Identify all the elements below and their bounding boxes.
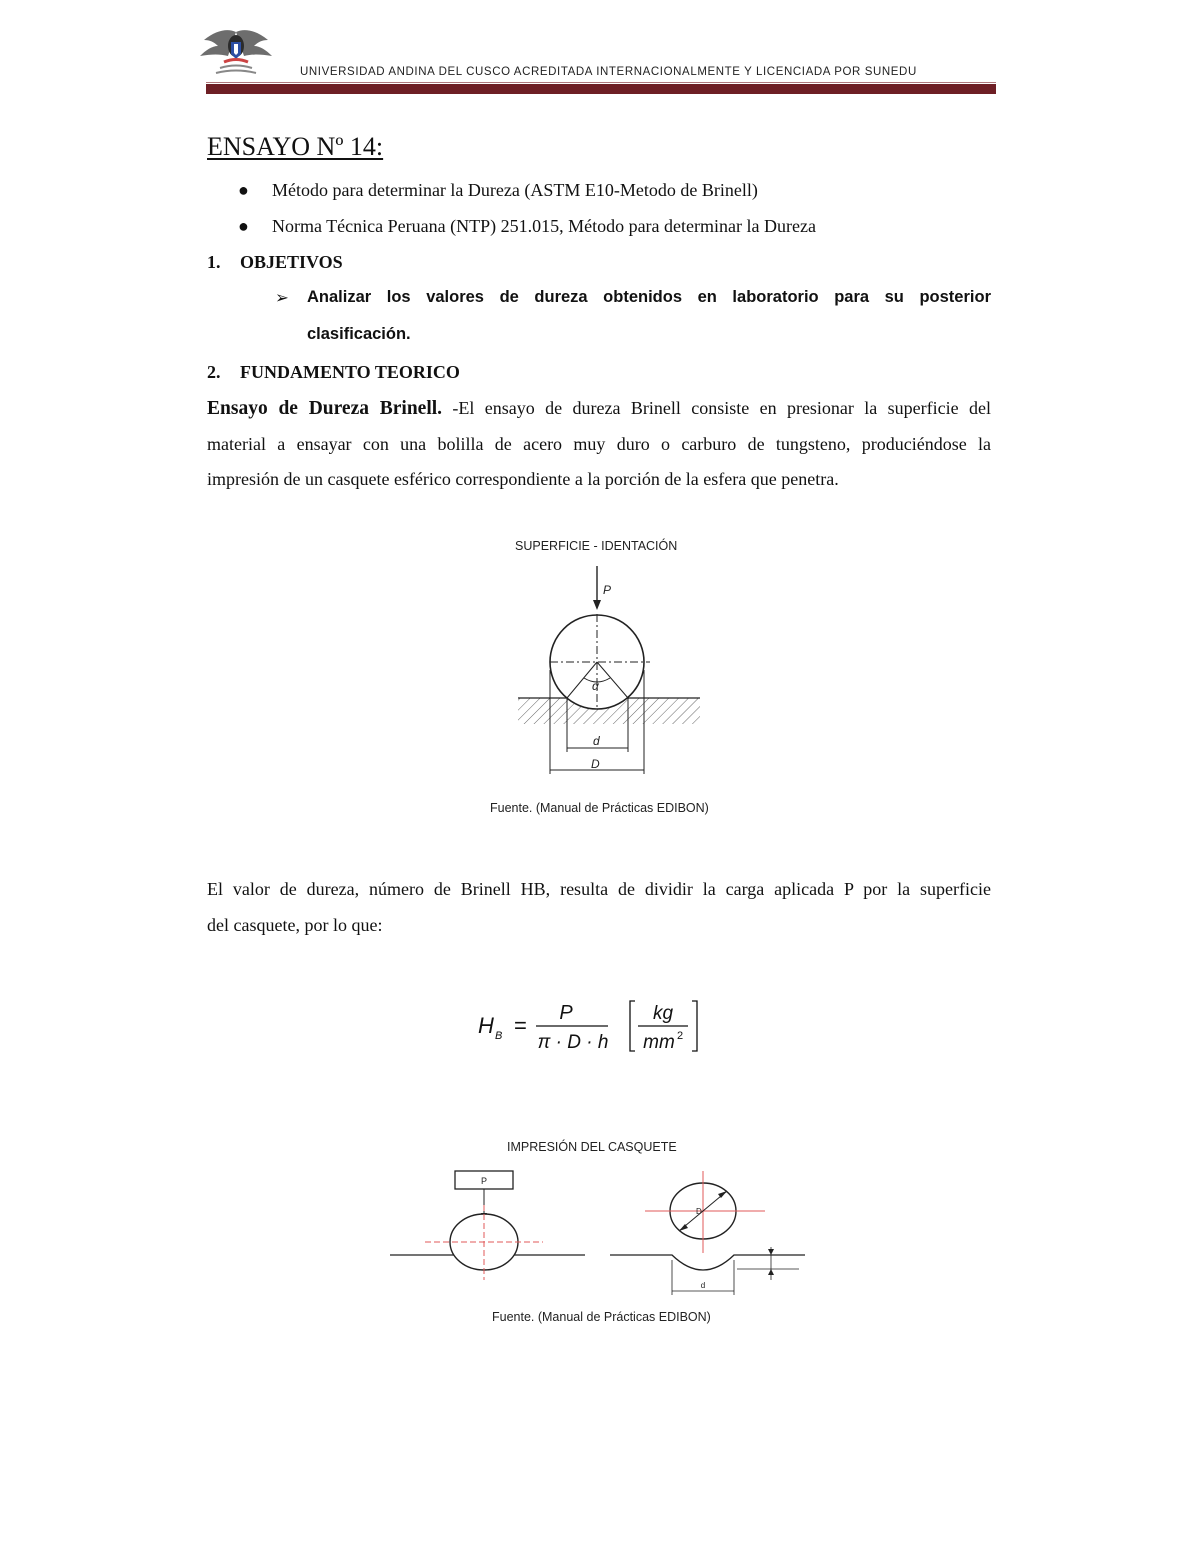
load-label: P [603, 583, 612, 597]
header-rule [206, 84, 996, 94]
brinell-formula [470, 995, 710, 1059]
unit-denominator: mm [643, 1032, 675, 1053]
paragraph-lead: Ensayo de Dureza Brinell. [207, 398, 443, 419]
section-heading-objetivos [207, 252, 343, 273]
section-title: FUNDAMENTO TEORICO [240, 362, 460, 382]
objective-text-continued: clasificación. [307, 325, 411, 343]
diameter-label: D [696, 1207, 702, 1216]
formula-lhs-sub: B [495, 1030, 503, 1042]
right-bracket [692, 1001, 697, 1051]
paragraph-text: -El ensayo de dureza Brinell consiste en presionar la superficie del [442, 398, 991, 418]
angle-label: α [592, 679, 599, 693]
formula-denominator: π · D · h [537, 1032, 609, 1053]
figure1-title: SUPERFICIE - IDENTACIÓN [515, 539, 678, 553]
university-logo [198, 26, 274, 78]
unit-numerator: kg [652, 1003, 674, 1024]
section-title: OBJETIVOS [240, 252, 343, 272]
paragraph-line: El valor de dureza, número de Brinell HB, resulta de dividir la carga aplicada P por la superficie [207, 879, 991, 899]
figure-casquete-diagram [385, 1135, 815, 1305]
bullet-dot-icon: ● [238, 216, 249, 236]
big-d-label: D [591, 757, 600, 771]
formula-lhs: H [478, 1013, 494, 1038]
small-d-label: d [593, 734, 600, 748]
figure2-title: IMPRESIÓN DEL CASQUETE [507, 1140, 677, 1154]
bullet-item [238, 180, 758, 201]
figure2-caption: Fuente. (Manual de Prácticas EDIBON) [492, 1310, 711, 1324]
left-bracket [630, 1001, 635, 1051]
figure-indentation-diagram [490, 530, 720, 780]
arrow-head-icon [768, 1269, 774, 1275]
objective-text: Analizar los valores de dureza obtenidos en laboratorio para su posterior [307, 288, 991, 306]
cross-section-profile [610, 1255, 805, 1270]
paragraph-line [207, 391, 991, 427]
arrow-head-icon [768, 1249, 774, 1255]
paragraph-line: del casquete, por lo que: [207, 914, 383, 935]
bullet-text: Norma Técnica Peruana (NTP) 251.015, Método para determinar la Dureza [272, 216, 816, 236]
formula-numerator: P [559, 1002, 573, 1024]
small-d-label: d [700, 1281, 706, 1290]
objective-item [275, 288, 991, 307]
load-block-label: P [480, 1176, 488, 1186]
figure1-caption: Fuente. (Manual de Prácticas EDIBON) [490, 801, 709, 815]
fundamento-paragraph [207, 391, 991, 498]
bullet-dot-icon: ● [238, 180, 249, 200]
arrow-bullet-icon: ➢ [275, 288, 289, 307]
arrow-head-icon [593, 600, 601, 610]
unit-exponent: 2 [677, 1030, 684, 1042]
section-heading-fundamento [207, 362, 460, 383]
formula-equals: = [514, 1013, 527, 1038]
section-number: 2. [207, 362, 221, 382]
header-institution: UNIVERSIDAD ANDINA DEL CUSCO ACREDITADA INTERNACIONALMENTE Y LICENCIADA POR SUNEDU [300, 66, 917, 78]
bullet-item [238, 216, 816, 237]
paragraph-line: impresión de un casquete esférico correspondiente a la porción de la esfera que penetra. [207, 469, 839, 489]
page-title: ENSAYO Nº 14: [207, 132, 384, 161]
header-rule-thin [206, 82, 996, 83]
paragraph-line: material a ensayar con una bolilla de acero muy duro o carburo de tungsteno, produciéndose la [207, 433, 991, 454]
section-number: 1. [207, 252, 221, 272]
hb-paragraph [207, 872, 991, 943]
bullet-text: Método para determinar la Dureza (ASTM E10-Metodo de Brinell) [272, 180, 758, 200]
